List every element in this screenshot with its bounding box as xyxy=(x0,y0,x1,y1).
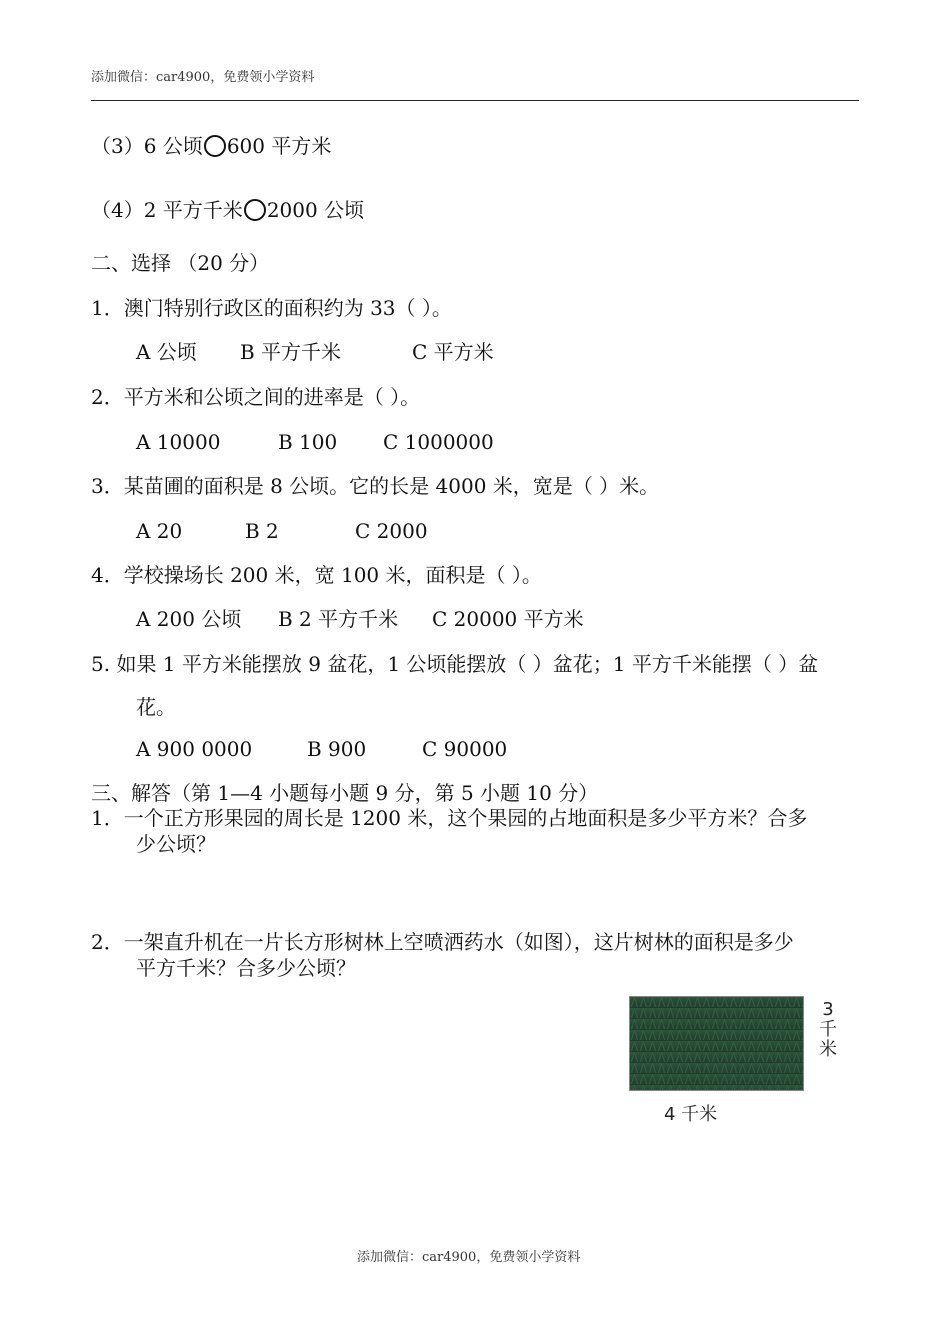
question-2-2: 2．平方米和公顷之间的进率是（ ）。 xyxy=(91,385,421,409)
compare-circle-blank[interactable] xyxy=(204,135,226,157)
option-c[interactable]: C 20000 平方米 xyxy=(432,607,584,631)
forest-image xyxy=(629,996,804,1091)
option-a[interactable]: A 20 xyxy=(136,519,183,543)
option-b[interactable]: B 2 平方千米 xyxy=(278,607,399,631)
option-b[interactable]: B 100 xyxy=(278,430,338,454)
options-2-5 xyxy=(136,737,507,761)
compare-left: （4）2 平方千米 xyxy=(91,198,243,222)
option-b[interactable]: B 2 xyxy=(245,519,279,543)
section2-title: 二、选择 （20 分） xyxy=(91,251,270,275)
option-a[interactable]: A 10000 xyxy=(136,430,221,454)
question-2-3: 3．某苗圃的面积是 8 公顷。它的长是 4000 米，宽是（ ）米。 xyxy=(91,474,660,498)
question-2-5-cont: 花。 xyxy=(136,695,176,719)
compare-right: 600 平方米 xyxy=(226,134,332,158)
compare-right: 2000 公顷 xyxy=(266,198,365,222)
forest-picture xyxy=(630,997,804,1091)
figure-length-label: 4 千米 xyxy=(664,1104,718,1125)
figure-width-label: 3千米 xyxy=(819,999,837,1060)
option-a[interactable]: A 200 公顷 xyxy=(136,607,242,631)
question-3-1: 1．一个正方形果园的周长是 1200 米，这个果园的占地面积是多少平方米？合多 xyxy=(91,806,808,830)
question-3-2-cont: 平方千米？合多少公顷？ xyxy=(136,956,356,980)
option-c[interactable]: C 1000000 xyxy=(383,430,494,454)
option-b[interactable]: B 平方千米 xyxy=(240,340,342,364)
option-a[interactable]: A 900 0000 xyxy=(136,737,253,761)
options-2-2 xyxy=(136,430,494,454)
question-3-2: 2．一架直升机在一片长方形树林上空喷洒药水（如图），这片树林的面积是多少 xyxy=(91,930,794,954)
question-2-5: 5. 如果 1 平方米能摆放 9 盆花，1 公顷能摆放（ ）盆花；1 平方千米能摆（ ）盆 xyxy=(91,652,819,676)
option-c[interactable]: C 平方米 xyxy=(412,340,494,364)
compare-item-3 xyxy=(91,134,331,158)
question-3-1-cont: 少公顷？ xyxy=(136,832,216,856)
options-2-4 xyxy=(136,607,584,631)
compare-item-4 xyxy=(91,198,364,222)
option-a[interactable]: A 公顷 xyxy=(136,340,197,364)
section3-title: 三、解答（第 1—4 小题每小题 9 分，第 5 小题 10 分） xyxy=(91,781,599,805)
option-c[interactable]: C 2000 xyxy=(355,519,428,543)
option-b[interactable]: B 900 xyxy=(307,737,367,761)
question-2-4: 4．学校操场长 200 米，宽 100 米，面积是（ ）。 xyxy=(91,563,542,587)
options-2-3 xyxy=(136,519,428,543)
option-c[interactable]: C 90000 xyxy=(422,737,508,761)
question-2-1: 1．澳门特别行政区的面积约为 33（ ）。 xyxy=(91,296,452,320)
footer-note: 添加微信：car4900，免费领小学资料 xyxy=(357,1250,581,1265)
compare-left: （3）6 公顷 xyxy=(91,134,203,158)
options-2-1 xyxy=(136,340,494,364)
header-rule xyxy=(91,100,859,101)
header-note: 添加微信：car4900，免费领小学资料 xyxy=(91,70,315,85)
compare-circle-blank[interactable] xyxy=(244,199,266,221)
